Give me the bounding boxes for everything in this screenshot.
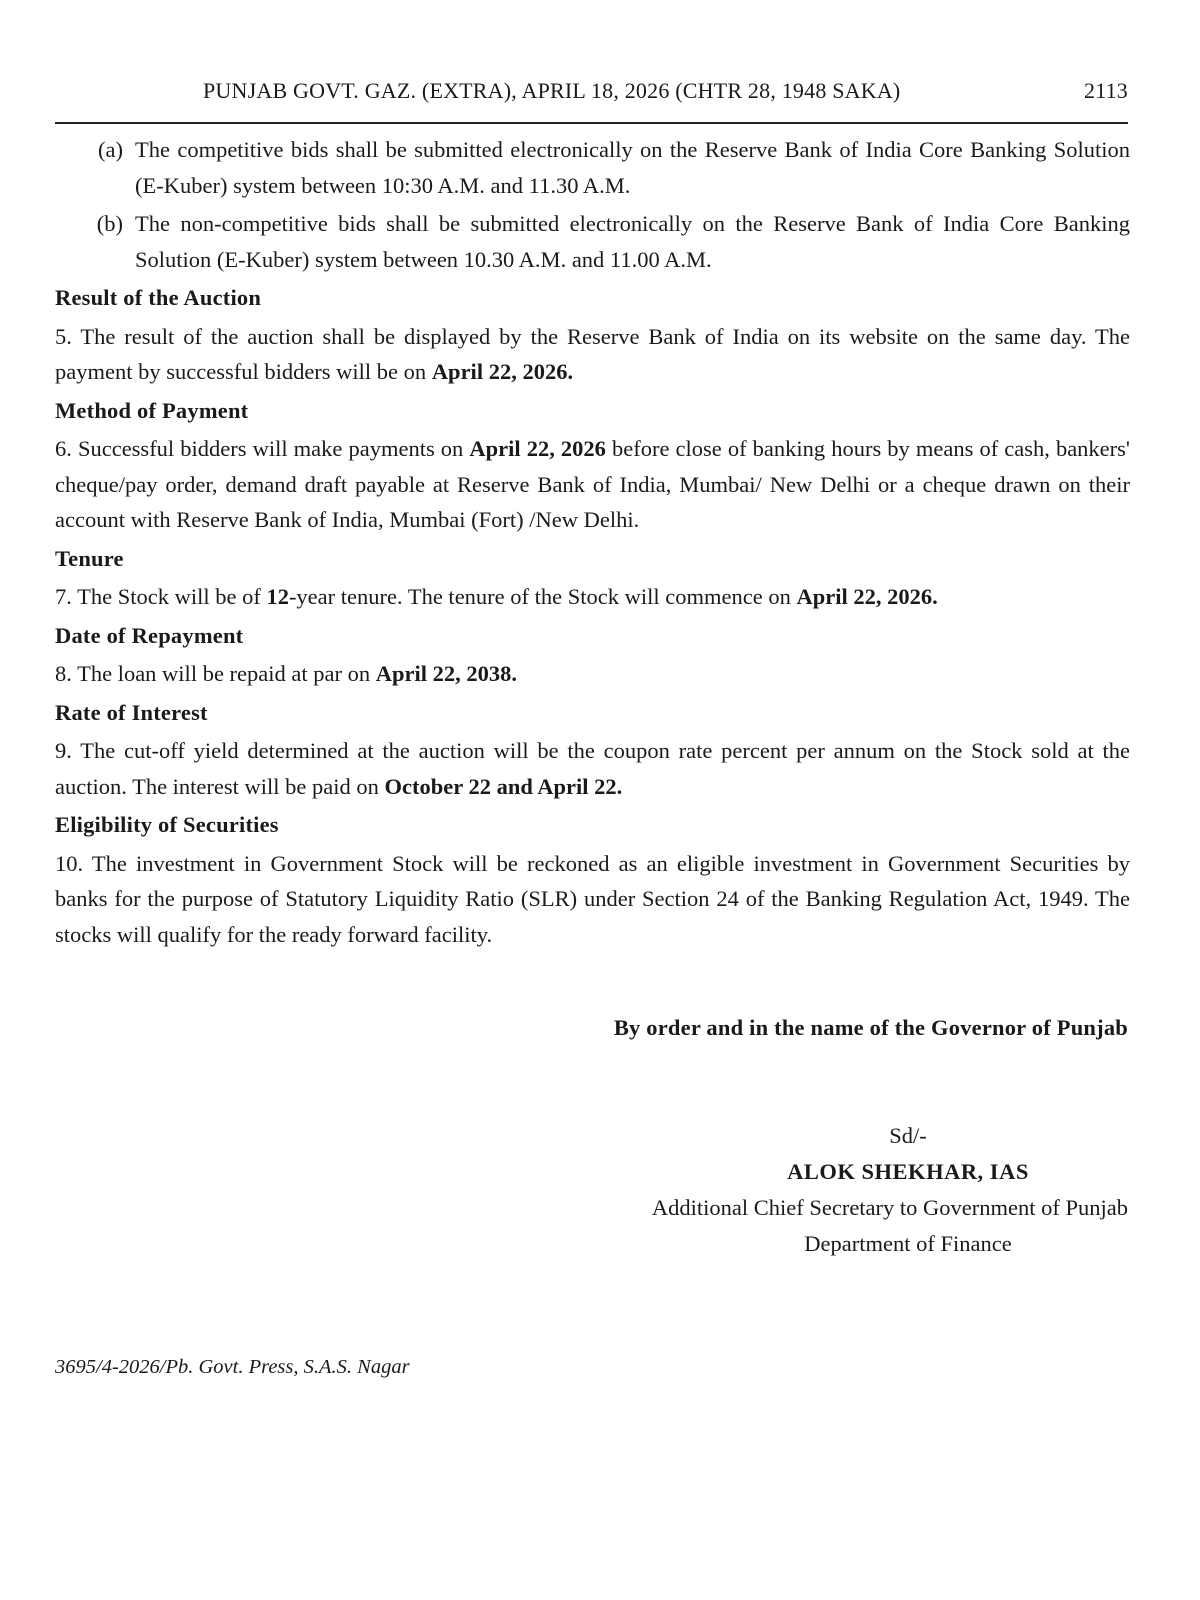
signature-sd: Sd/-: [889, 1123, 927, 1148]
paragraph-10: [55, 846, 1130, 953]
bid-clause-a: [55, 132, 1130, 203]
page-number: 2113: [1084, 78, 1128, 103]
paragraph-8: [55, 656, 1130, 692]
repayment-date: April 22, 2038.: [375, 661, 518, 686]
heading-tenure: Tenure: [55, 545, 124, 571]
paragraph-6: [55, 431, 1130, 538]
payment-date: April 22, 2026.: [431, 359, 574, 384]
signatory-designation: Additional Chief Secretary to Government of Punjab: [651, 1195, 1128, 1220]
payment-date: April 22, 2026: [469, 436, 606, 461]
commence-date: April 22, 2026.: [796, 584, 938, 609]
paragraph-5: [55, 319, 1130, 390]
clause-label: (a): [98, 137, 123, 162]
para-text: -year tenure. The tenure of the Stock will commence on: [288, 584, 797, 609]
para-text: 6. Successful bidders will make payments on: [55, 436, 470, 461]
signatory-name: ALOK SHEKHAR, IAS: [787, 1159, 1029, 1184]
document-body: [55, 132, 1130, 955]
para-text: 7. The Stock will be of: [55, 584, 267, 609]
press-footer: 3695/4-2026/Pb. Govt. Press, S.A.S. Nagar: [55, 1356, 410, 1378]
clause-text: The competitive bids shall be submitted electronically on the Reserve Bank of India Core Banking Solution (E-Kuber) system between 10:30 A.M. and 11.30 A.M.: [135, 137, 1130, 198]
para-text: before close of banking hours by means of cash, bankers' cheque/pay order, demand draft payable at Reserve Bank of India, Mumbai/ New Delhi or a cheque drawn on their account with Reserve Bank of India, Mumbai (Fort) /New Delhi.: [55, 436, 1130, 532]
para-text: 5. The result of the auction shall be displayed by the Reserve Bank of India on its website on the same day. The payment by successful bidders will be on: [55, 323, 1130, 384]
signature-block: [568, 1118, 1128, 1262]
clause-text: The non-competitive bids shall be submitted electronically on the Reserve Bank of India Core Banking Solution (E-Kuber) system between 10.30 A.M. and 11.00 A.M.: [135, 211, 1130, 272]
para-text: 9. The cut-off yield determined at the auction will be the coupon rate percent per annum on the Stock sold at the auction. The interest will be paid on: [55, 738, 1130, 799]
paragraph-9: [55, 733, 1130, 804]
page-header: [55, 74, 1128, 106]
para-text: 8. The loan will be repaid at par on: [55, 661, 376, 686]
heading-eligibility: Eligibility of Securities: [55, 812, 279, 837]
signatory-department: Department of Finance: [804, 1231, 1012, 1256]
gazette-title: PUNJAB GOVT. GAZ. (EXTRA), APRIL 18, 2026 (CHTR 28, 1948 SAKA): [203, 78, 901, 103]
heading-repayment: Date of Repayment: [55, 622, 244, 648]
interest-dates: October 22 and April 22.: [384, 773, 623, 799]
para-text: 10. The investment in Government Stock will be reckoned as an eligible investment in Government Securities by banks for the purpose of Statutory Liquidity Ratio (SLR) under Section 24 of the Banking Regulation Act, 1949. The stocks will qualify for the ready forward facility.: [55, 850, 1130, 947]
bid-clause-b: [55, 206, 1130, 277]
header-rule: [55, 122, 1128, 124]
heading-interest: Rate of Interest: [55, 699, 208, 725]
paragraph-7: [55, 579, 1130, 615]
heading-result: Result of the Auction: [55, 285, 262, 310]
tenure-years: 12: [266, 584, 289, 609]
heading-payment: Method of Payment: [55, 397, 249, 423]
order-line: By order and in the name of the Governor of Punjab: [613, 1015, 1128, 1040]
clause-label: (b): [96, 211, 123, 236]
